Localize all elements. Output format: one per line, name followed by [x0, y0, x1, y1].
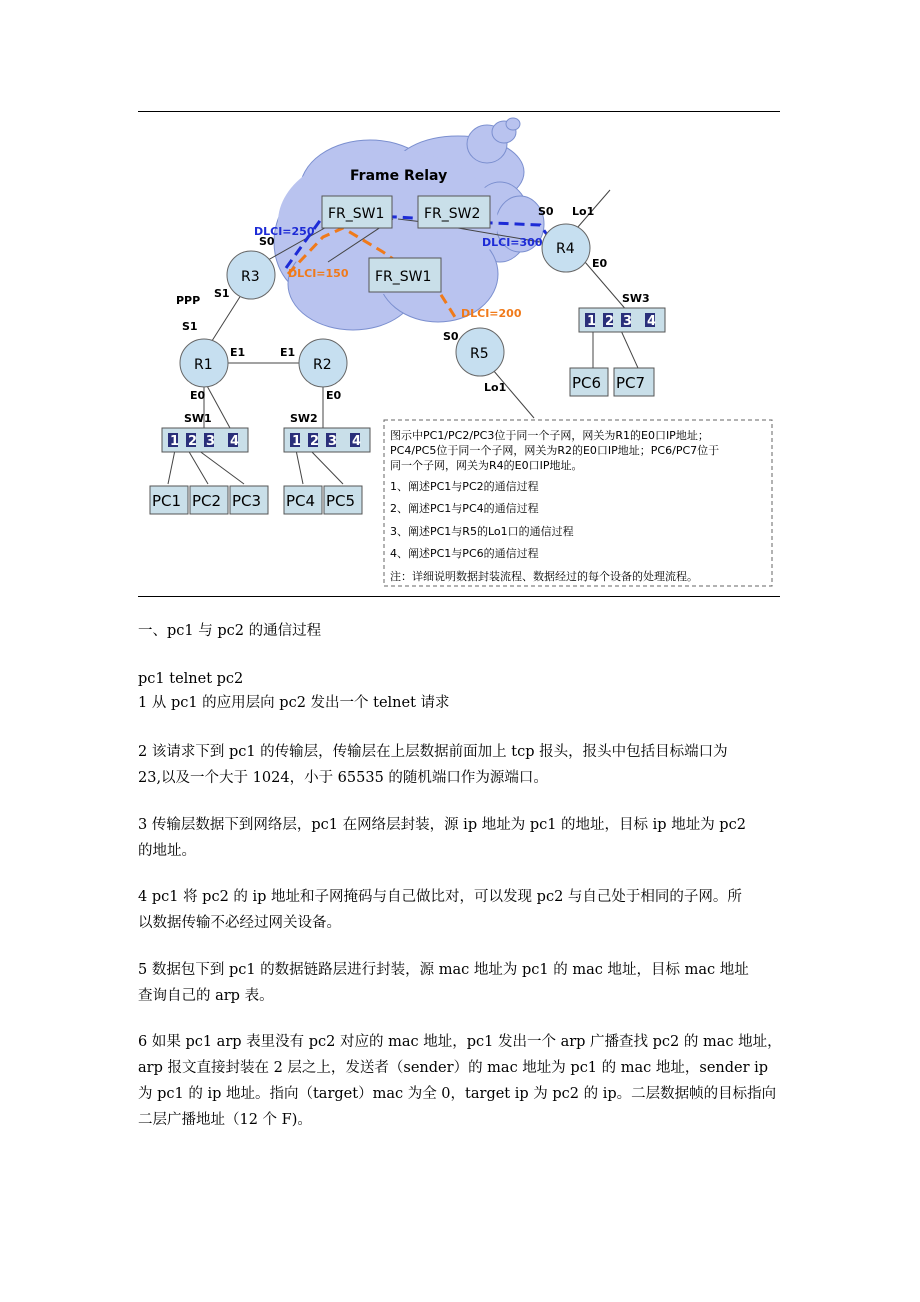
- command-line: pc1 telnet pc2: [138, 671, 244, 687]
- svg-text:R5: R5: [470, 346, 489, 362]
- sw2-label: SW2: [290, 412, 318, 425]
- svg-text:PC1: PC1: [152, 492, 182, 510]
- step-3-line: 的地址。: [138, 843, 196, 859]
- fr-switch-3: [369, 258, 441, 292]
- step-3-line: 3 传输层数据下到网络层，pc1 在网络层封装，源 ip 地址为 pc1 的地址，目标 ip 地址为 pc2: [138, 817, 746, 833]
- pc6: [570, 368, 608, 396]
- step-4-line: 4 pc1 将 pc2 的 ip 地址和子网掩码与自己做比对，可以发现 pc2 与自己处于相同的子网。所: [138, 889, 742, 905]
- step-5: [138, 957, 783, 1009]
- section-heading: 一、pc1 与 pc2 的通信过程: [138, 623, 322, 639]
- step-6-line: 二层广播地址（12 个 F)。: [138, 1112, 312, 1128]
- svg-text:4: 4: [230, 434, 240, 449]
- svg-text:FR_SW2: FR_SW2: [424, 206, 481, 222]
- pc1: [150, 486, 188, 514]
- svg-text:1: 1: [170, 434, 180, 449]
- note-q3: 3、阐述PC1与R5的Lo1口的通信过程: [390, 525, 574, 538]
- bottom-rule: [138, 596, 780, 597]
- dlci-150-label: DLCI=150: [288, 267, 349, 280]
- note-line: 同一个子网，网关为R4的E0口IP地址。: [390, 459, 583, 472]
- port-label: S0: [259, 235, 275, 248]
- lan-switch-sw3: [579, 308, 665, 332]
- svg-text:3: 3: [206, 434, 216, 449]
- svg-text:2: 2: [605, 314, 615, 329]
- step-6-line: 为 pc1 的 ip 地址。指向（target）mac 为全 0，target ip 为 pc2 的 ip。二层数据帧的目标指向: [138, 1086, 777, 1102]
- port-label: Lo1: [484, 381, 507, 394]
- router-r2: [299, 339, 347, 387]
- port-label: PPP: [176, 294, 201, 307]
- lan-switch-sw2: [284, 428, 370, 452]
- step-3: [138, 812, 783, 864]
- step-5-line: 5 数据包下到 pc1 的数据链路层进行封装，源 mac 地址为 pc1 的 mac 地址，目标 mac 地址: [138, 962, 749, 978]
- port-label: S1: [182, 320, 198, 333]
- step-6-line: arp 报文直接封装在 2 层之上，发送者（sender）的 mac 地址为 pc1 的 mac 地址，sender ip: [138, 1060, 769, 1076]
- step-2-line: 2 该请求下到 pc1 的传输层，传输层在上层数据前面加上 tcp 报头，报头中包括目标端口为: [138, 744, 728, 760]
- router-r1: [180, 339, 228, 387]
- note-footnote: 注：详细说明数据封装流程、数据经过的每个设备的处理流程。: [390, 570, 698, 583]
- svg-text:PC7: PC7: [616, 374, 646, 392]
- svg-text:PC2: PC2: [192, 492, 222, 510]
- fr-switch-2: [418, 196, 490, 228]
- svg-text:R2: R2: [313, 357, 332, 373]
- pc3: [230, 486, 268, 514]
- dlci-200-label: DLCI=200: [461, 307, 522, 320]
- step-4: [138, 884, 783, 936]
- fr-switch-1: [322, 196, 392, 228]
- svg-text:3: 3: [328, 434, 338, 449]
- router-r3: [227, 251, 275, 299]
- note-q4: 4、阐述PC1与PC6的通信过程: [390, 547, 539, 560]
- pc7: [614, 368, 654, 396]
- svg-text:4: 4: [647, 314, 657, 329]
- svg-text:PC5: PC5: [326, 492, 356, 510]
- sw1-label: SW1: [184, 412, 212, 425]
- svg-text:FR_SW1: FR_SW1: [328, 206, 385, 222]
- note-q1: 1、阐述PC1与PC2的通信过程: [390, 480, 539, 493]
- svg-text:R4: R4: [556, 241, 575, 257]
- svg-text:PC3: PC3: [232, 492, 262, 510]
- pc4: [284, 486, 322, 514]
- port-label: S0: [443, 330, 459, 343]
- step-1: 1 从 pc1 的应用层向 pc2 发出一个 telnet 请求: [138, 695, 450, 711]
- network-diagram: [138, 112, 780, 596]
- svg-text:1: 1: [292, 434, 302, 449]
- svg-text:3: 3: [623, 314, 633, 329]
- step-2-line: 23,以及一个大于 1024，小于 65535 的随机端口作为源端口。: [138, 770, 548, 786]
- svg-text:R1: R1: [194, 357, 213, 373]
- svg-text:PC4: PC4: [286, 492, 316, 510]
- svg-text:PC6: PC6: [572, 374, 602, 392]
- note-line: 图示中PC1/PC2/PC3位于同一个子网，网关为R1的E0口IP地址；: [390, 429, 709, 442]
- svg-text:4: 4: [352, 434, 362, 449]
- svg-text:2: 2: [310, 434, 320, 449]
- router-r4: [542, 224, 590, 272]
- dlci-250-label: DLCI=250: [254, 225, 315, 238]
- port-label: E1: [280, 346, 296, 359]
- port-label: E0: [190, 389, 206, 402]
- step-4-line: 以数据传输不必经过网关设备。: [138, 915, 341, 931]
- step-2: [138, 739, 783, 791]
- port-label: E0: [592, 257, 608, 270]
- port-label: E1: [230, 346, 246, 359]
- port-label: E0: [326, 389, 342, 402]
- lan-switch-sw1: [162, 428, 248, 452]
- svg-text:1: 1: [587, 314, 597, 329]
- svg-text:FR_SW1: FR_SW1: [375, 269, 432, 285]
- sw3-label: SW3: [622, 292, 650, 305]
- svg-text:R3: R3: [241, 269, 260, 285]
- pc5: [324, 486, 362, 514]
- port-label: S0: [538, 205, 554, 218]
- dlci-300-label: DLCI=300: [482, 236, 543, 249]
- port-label: Lo1: [572, 205, 595, 218]
- pc2: [190, 486, 228, 514]
- svg-text:2: 2: [188, 434, 198, 449]
- step-6-line: 6 如果 pc1 arp 表里没有 pc2 对应的 mac 地址，pc1 发出一个 arp 广播查找 pc2 的 mac 地址，: [138, 1034, 782, 1050]
- step-5-line: 查询自己的 arp 表。: [138, 988, 274, 1004]
- router-r5: [456, 328, 504, 376]
- note-line: PC4/PC5位于同一个子网，网关为R2的E0口IP地址；PC6/PC7位于: [390, 444, 720, 457]
- cloud-label: Frame Relay: [350, 168, 448, 184]
- note-box: [384, 420, 772, 586]
- step-6: [138, 1029, 783, 1133]
- port-label: S1: [214, 287, 230, 300]
- note-q2: 2、阐述PC1与PC4的通信过程: [390, 502, 539, 515]
